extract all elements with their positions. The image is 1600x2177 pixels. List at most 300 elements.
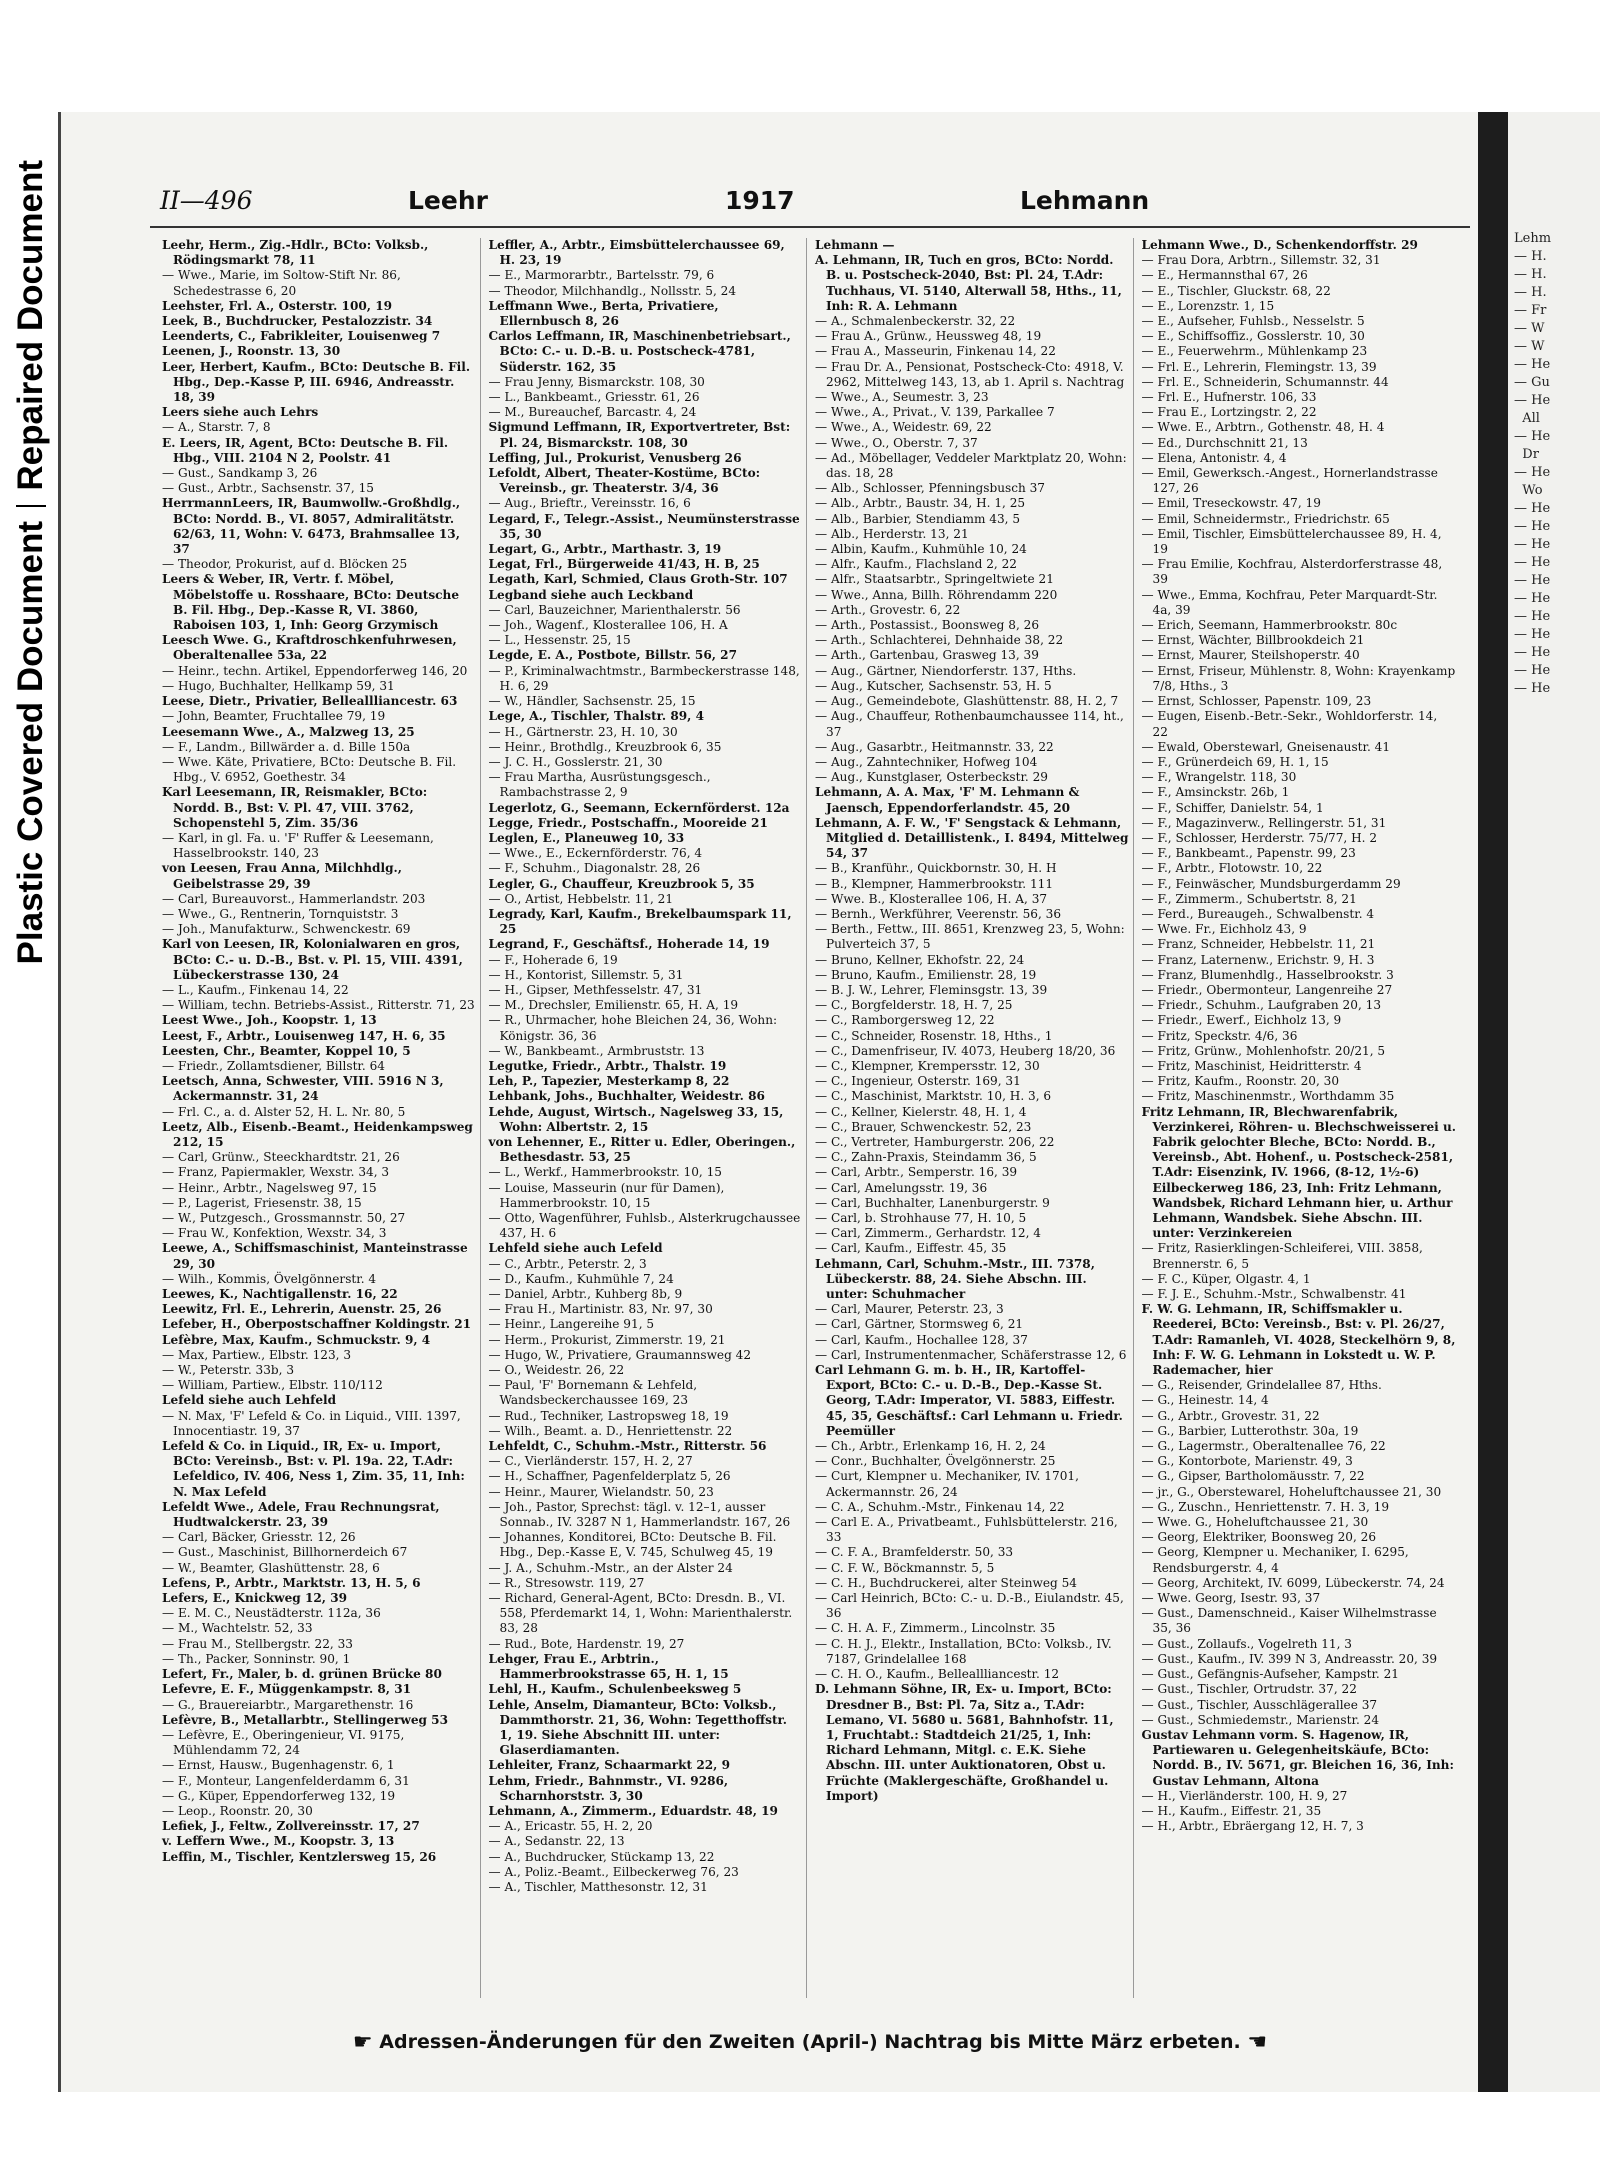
- directory-entry: — C., Damenfriseur, IV. 4073, Heuberg 18/20, 36: [815, 1043, 1116, 1058]
- header-left-word: Leehr: [408, 186, 488, 215]
- directory-entry: — Franz, Papiermakler, Wexstr. 34, 3: [162, 1165, 390, 1180]
- directory-entry: Leesemann Wwe., A., Malzweg 13, 25: [162, 724, 415, 739]
- directory-entry: — Ferd., Bureaugeh., Schwalbenstr. 4: [1141, 906, 1375, 921]
- directory-entry: — Carl, Buchhalter, Lanenburgerstr. 9: [815, 1195, 1050, 1210]
- directory-entry: — Max, Partiew., Elbstr. 123, 3: [162, 1347, 352, 1362]
- directory-entry: — P., Lagerist, Friesenstr. 38, 15: [162, 1195, 362, 1210]
- directory-entry: — B., Klempner, Hammerbrookstr. 111: [815, 876, 1054, 891]
- directory-entry: — E., Aufseher, Fuhlsb., Nesselstr. 5: [1141, 314, 1365, 329]
- directory-entry: — Heinr., techn. Artikel, Eppendorferweg 146, 20: [162, 663, 468, 678]
- directory-entry: — Carl, Amelungsstr. 19, 36: [815, 1180, 988, 1195]
- directory-entry: Lefers, E., Knickweg 12, 39: [162, 1591, 348, 1606]
- directory-entry: — Frau A., Grünw., Heussweg 48, 19: [815, 329, 1042, 344]
- directory-entry: — Ed., Durchschnitt 21, 13: [1141, 435, 1308, 450]
- directory-entry: Leffin, M., Tischler, Kentzlersweg 15, 26: [162, 1849, 437, 1864]
- directory-entry: — Erich, Seemann, Hammerbrookstr. 80c: [1141, 618, 1398, 633]
- directory-entry: — C. H., Buchdruckerei, alter Steinweg 54: [815, 1575, 1077, 1590]
- directory-entry: — William, techn. Betriebs-Assist., Ritterstr. 71, 23: [162, 998, 475, 1013]
- directory-entry: — Ewald, Oberstewarl, Gneisenaustr. 41: [1141, 739, 1391, 754]
- directory-entry: — Arth., Postassist., Boonsweg 8, 26: [815, 618, 1040, 633]
- directory-entry: — Frau H., Martinistr. 83, Nr. 97, 30: [488, 1302, 713, 1317]
- banner-top-text: Repaired Document: [11, 160, 50, 491]
- directory-entry: — Carl, Grünw., Steeckhardtstr. 21, 26: [162, 1150, 400, 1165]
- directory-entry: Lefens, P., Arbtr., Marktstr. 13, H. 5, 6: [162, 1575, 421, 1590]
- directory-entry: — C., Maschinist, Marktstr. 10, H. 3, 6: [815, 1089, 1052, 1104]
- directory-entry: — Wwe. Fr., Eichholz 43, 9: [1141, 922, 1307, 937]
- footer-text: Adressen-Änderungen für den Zweiten (April-) Nachtrag bis Mitte März erbeten.: [379, 2031, 1241, 2053]
- directory-entry: — Herm., Prokurist, Zimmerstr. 19, 21: [488, 1332, 726, 1347]
- directory-entry: — Wwe., A., Seumestr. 3, 23: [815, 390, 989, 405]
- directory-entry: — Berth., Fettw., III. 8651, Krenzweg 23, 5, Wohn: Pulverteich 37, 5: [815, 922, 1125, 952]
- directory-entry: — Wilh., Beamt. a. D., Henriettenstr. 22: [488, 1423, 733, 1438]
- directory-entry: — C., Zahn-Praxis, Steindamm 36, 5: [815, 1150, 1037, 1165]
- directory-entry: — J. A., Schuhm.-Mstr., an der Alster 24: [488, 1560, 733, 1575]
- directory-entry: Leffing, Jul., Prokurist, Venusberg 26: [488, 450, 742, 465]
- directory-entry: — Carl, Instrumentenmacher, Schäferstrasse 12, 6: [815, 1347, 1127, 1362]
- directory-entry: — G., Zuschn., Henriettenstr. 7. H. 3, 19: [1141, 1499, 1390, 1514]
- directory-entry: — Alb., Schlosser, Pfenningsbusch 37: [815, 481, 1046, 496]
- directory-entry: — Friedr., Ewerf., Eichholz 13, 9: [1141, 1013, 1342, 1028]
- directory-entry: Leese, Dietr., Privatier, Belleallliancestr. 63: [162, 694, 458, 709]
- directory-entry: Carlos Leffmann, IR, Maschinenbetriebsart., BCto: C.- u. D.-B. u. Postscheck-4781, Süderstr. 162, 35: [488, 329, 791, 374]
- directory-entry: — Frau Martha, Ausrüstungsgesch., Rambachstrasse 2, 9: [488, 770, 711, 800]
- directory-entry: — Carl, b. Strohhause 77, H. 10, 5: [815, 1211, 1027, 1225]
- directory-entry: Lehde, August, Wirtsch., Nagelsweg 33, 15, Wohn: Albertstr. 2, 15: [488, 1104, 784, 1134]
- directory-entry: — Wwe., O., Oberstr. 7, 37: [815, 435, 978, 450]
- directory-entry: — Bruno, Kaufm., Emilienstr. 28, 19: [815, 967, 1037, 982]
- directory-entry: — Arth., Grovestr. 6, 22: [815, 602, 961, 617]
- directory-entry: — Aug., Gasarbtr., Heitmannstr. 33, 22: [815, 739, 1054, 754]
- directory-entry: — M., Drechsler, Emilienstr. 65, H. A, 19: [488, 998, 739, 1013]
- directory-entry: — W., Bankbeamt., Armbruststr. 13: [488, 1043, 705, 1058]
- directory-entry: — E. M. C., Neustädterstr. 112a, 36: [162, 1606, 381, 1621]
- directory-entry: — C. H. O., Kaufm., Belleallliancestr. 12: [815, 1667, 1060, 1682]
- directory-entry: Leetsch, Anna, Schwester, VIII. 5916 N 3, Ackermannstr. 31, 24: [162, 1074, 444, 1104]
- directory-entry: Lehmann, A. A. Max, 'F' M. Lehmann & Jaensch, Eppendorferlandstr. 45, 20: [815, 785, 1080, 815]
- directory-entry: — Heinr., Langereihe 91, 5: [488, 1317, 655, 1332]
- directory-entry: — Carl, Bäcker, Griesstr. 12, 26: [162, 1530, 356, 1545]
- directory-entry: Leh, P., Tapezier, Mesterkamp 8, 22: [488, 1074, 730, 1089]
- directory-entry: — C., Arbtr., Peterstr. 2, 3: [488, 1256, 647, 1271]
- directory-entry: — E., Feuerwehrm., Mühlenkamp 23: [1141, 344, 1368, 359]
- directory-entry: Legerlotz, G., Seemann, Eckernförderst. 12a: [488, 800, 790, 815]
- directory-entry: — Georg, Klempner u. Mechaniker, I. 6295, Rendsburgerstr. 4, 4: [1141, 1545, 1409, 1575]
- directory-entry: — Carl, Kaufm., Eiffestr. 45, 35: [815, 1241, 1007, 1256]
- directory-entry: — Wwe., G., Rentnerin, Tornquiststr. 3: [162, 906, 399, 921]
- directory-entry: — Frau Jenny, Bismarckstr. 108, 30: [488, 374, 705, 389]
- directory-entry: — Carl E. A., Privatbeamt., Fuhlsbüttelerstr. 216, 33: [815, 1515, 1118, 1545]
- directory-entry: Lehl, H., Kaufm., Schulenbeeksweg 5: [488, 1682, 742, 1697]
- directory-entry: Legath, Karl, Schmied, Claus Groth-Str. 107: [488, 572, 788, 587]
- directory-entry: — C. F. A., Bramfelderstr. 50, 33: [815, 1545, 1014, 1560]
- directory-entry: Lefeber, H., Oberpostschaffner Koldingstr. 21: [162, 1317, 472, 1332]
- directory-entry: — C., Vierländerstr. 157, H. 2, 27: [488, 1454, 693, 1469]
- archive-banner: [0, 160, 62, 1280]
- directory-entry: — Joh., Pastor, Sprechst: tägl. v. 12–1, ausser Sonnab., IV. 3287 N 1, Hammerlandstr. 167, 26: [488, 1499, 791, 1530]
- directory-entry: Fritz Lehmann, IR, Blechwarenfabrik, Verzinkerei, Röhren- u. Blechschweisserei u. Fabrik gelochter Bleche, BCto: Nordd. B., Vereinsb., Abt. Hohenf., u. Postscheck-2581, T.Adr: Eisenzink, IV. 1966, (8-12, 1½-6) Eilbeckerweg 186, 23, Inh: Fritz Lehmann, Wandsbek, Richard Lehmann hier, u. Arthur Lehmann, Wandsbek. Siehe Abschn. III. unter: Verzinkereien: [1141, 1104, 1456, 1241]
- directory-entry: — Wwe., Emma, Kochfrau, Peter Marquardt-Str. 4a, 39: [1141, 587, 1438, 617]
- directory-entry: — G., Brauereiarbtr., Margarethenstr. 16: [162, 1697, 414, 1712]
- directory-entry: — Frl. C., a. d. Alster 52, H. L. Nr. 80, 5: [162, 1104, 406, 1119]
- directory-entry: Karl von Leesen, IR, Kolonialwaren en gros, BCto: C.- u. D.-B., Bst. v. Pl. 15, VIII. 4391, Lübeckerstrasse 130, 24: [162, 937, 463, 982]
- directory-entry: — Eugen, Eisenb.-Betr.-Sekr., Wohldorferstr. 14, 22: [1141, 709, 1438, 739]
- directory-entry: — A., Ericastr. 55, H. 2, 20: [488, 1819, 653, 1834]
- directory-entry: — H., Arbtr., Ebräergang 12, H. 7, 3: [1141, 1819, 1364, 1834]
- directory-entry: — Friedr., Zollamtsdiener, Billstr. 64: [162, 1058, 385, 1073]
- directory-entry: — Curt, Klempner u. Mechaniker, IV. 1701, Ackermannstr. 26, 24: [815, 1469, 1079, 1499]
- directory-entry: — Gust., Tischler, Ortrudstr. 37, 22: [1141, 1682, 1357, 1697]
- pointing-hand-icon: ☛: [352, 2030, 373, 2055]
- directory-entry: — jr., G., Oberstewarel, Hoheluftchaussee 21, 30: [1141, 1484, 1442, 1499]
- directory-entry: — Gust., Schmiedemstr., Marienstr. 24: [1141, 1712, 1380, 1727]
- directory-entry: — F., Feinwäscher, Mundsburgerdamm 29: [1141, 876, 1401, 891]
- directory-entry: — F., Schlosser, Herderstr. 75/77, H. 2: [1141, 830, 1378, 845]
- directory-entry: — Friedr., Schuhm., Laufgraben 20, 13: [1141, 998, 1382, 1013]
- directory-entry: — Alb., Herderstr. 13, 21: [815, 526, 969, 541]
- directory-entry: Leesten, Chr., Beamter, Koppel 10, 5: [162, 1043, 411, 1058]
- directory-entry: Legband siehe auch Leckband: [488, 587, 694, 602]
- directory-entry: — Carl, Bureauvorst., Hammerlandstr. 203: [162, 891, 426, 906]
- directory-entry: — Frl. E., Lehrerin, Flemingstr. 13, 39: [1141, 359, 1377, 374]
- directory-entry: — Georg, Architekt, IV. 6099, Lübeckerstr. 74, 24: [1141, 1575, 1445, 1590]
- directory-entry: — C., Klempner, Krempersstr. 12, 30: [815, 1058, 1040, 1073]
- directory-entry: von Leesen, Frau Anna, Milchhdlg., Geibelstrasse 29, 39: [162, 861, 402, 891]
- directory-entry: Leer, Herbert, Kaufm., BCto: Deutsche B. Fil. Hbg., Dep.-Kasse P, III. 6946, Andreasstr. 18, 39: [162, 359, 471, 405]
- directory-entry: — L., Werkf., Hammerbrookstr. 10, 15: [488, 1165, 723, 1180]
- directory-entry: — Carl, Kaufm., Hochallee 128, 37: [815, 1332, 1028, 1347]
- directory-entry: Leesch Wwe. G., Kraftdroschkenfuhrwesen, Oberaltenallee 53a, 22: [162, 633, 457, 663]
- directory-entry: Lefiek, J., Feltw., Zollvereinsstr. 17, 27: [162, 1819, 420, 1834]
- directory-entry: — F., Schuhm., Diagonalstr. 28, 26: [488, 861, 701, 876]
- directory-entry: — Fritz, Speckstr. 4/6, 36: [1141, 1028, 1298, 1043]
- directory-entry: — Heinr., Maurer, Wielandstr. 50, 23: [488, 1484, 714, 1499]
- directory-entry: — Wilh., Kommis, Övelgönnerstr. 4: [162, 1271, 377, 1286]
- directory-entry: — A., Buchdrucker, Stückamp 13, 22: [488, 1849, 715, 1864]
- directory-entry: Leewe, A., Schiffsmaschinist, Manteinstrasse 29, 30: [162, 1241, 468, 1271]
- directory-entry: F. W. G. Lehmann, IR, Schiffsmakler u. Reederei, BCto: Vereinsb., Bst: v. Pl. 26/27, T.Adr: Ramanleh, VI. 4028, Steckelhörn 9, 8, Inh: F. W. G. Lehmann in Lokstedt u. W. P. Rademacher, hier: [1141, 1302, 1456, 1378]
- directory-entry: — Franz, Blumenhdlg., Hasselbrookstr. 3: [1141, 967, 1394, 982]
- directory-entry: — Ad., Möbellager, Veddeler Marktplatz 20, Wohn: das. 18, 28: [815, 450, 1127, 481]
- directory-entry: Lehle, Anselm, Diamanteur, BCto: Volksb., Dammthorstr. 21, 36, Wohn: Tegetthoffstr. 1, 19. Siehe Abschnitt III. unter: Glaserdiamanten.: [488, 1697, 788, 1758]
- directory-entry: — Theodor, Prokurist, auf d. Blöcken 25: [162, 557, 408, 572]
- directory-entry: — H., Vierländerstr. 100, H. 9, 27: [1141, 1788, 1348, 1803]
- directory-entry: — C., Ingenieur, Osterstr. 169, 31: [815, 1074, 1021, 1089]
- footer-notice: [150, 2030, 1470, 2055]
- directory-entry: — Emil, Tischler, Eimsbüttelerchaussee 89, H. 4, 19: [1141, 526, 1442, 557]
- directory-entry: — Carl, Zimmerm., Gerhardstr. 12, 4: [815, 1226, 1041, 1241]
- directory-entry: Legrady, Karl, Kaufm., Brekelbaumspark 11, 25: [488, 906, 792, 937]
- directory-entry: Lehmann Wwe., D., Schenkendorffstr. 29: [1141, 238, 1418, 252]
- directory-entry: Lefert, Fr., Maler, b. d. grünen Brücke 80: [162, 1667, 442, 1682]
- directory-entry: — E., Schiffsoffiz., Gosslerstr. 10, 30: [1141, 329, 1365, 344]
- directory-entry: — Aug., Kunstglaser, Osterbeckstr. 29: [815, 770, 1048, 785]
- directory-entry: — F., Hoherade 6, 19: [488, 952, 618, 967]
- directory-entry: — Ernst, Maurer, Steilshoperstr. 40: [1141, 648, 1360, 663]
- directory-entry: — Hugo, Buchhalter, Hellkamp 59, 31: [162, 678, 395, 693]
- directory-entry: — A., Tischler, Matthesonstr. 12, 31: [488, 1879, 708, 1894]
- directory-entry: — F., Wrangelstr. 118, 30: [1141, 770, 1297, 785]
- directory-entry: Lehmann, A. F. W., 'F' Sengstack & Lehmann, Mitglied d. Detaillistenk., I. 8494, Mittelweg 54, 37: [815, 815, 1129, 861]
- directory-entry: — Gust., Arbtr., Sachsenstr. 37, 15: [162, 481, 374, 496]
- directory-entry: — M., Wachtelstr. 52, 33: [162, 1621, 313, 1636]
- directory-entry: — G., Kontorbote, Marienstr. 49, 3: [1141, 1454, 1353, 1469]
- directory-entry: — Th., Packer, Sonninstr. 90, 1: [162, 1651, 351, 1666]
- directory-entry: — Aug., Kutscher, Sachsenstr. 53, H. 5: [815, 678, 1052, 693]
- directory-entry: — F., Amsinckstr. 26b, 1: [1141, 785, 1290, 800]
- header-year: 1917: [725, 186, 795, 215]
- directory-entry: Leers & Weber, IR, Vertr. f. Möbel, Möbelstoffe u. Rosshaare, BCto: Deutsche B. Fil. Hbg., Dep.-Kasse R, VI. 3860, Raboisen 103, 1, Inh: Georg Grzymisch: [162, 572, 460, 633]
- directory-entry: Leehr, Herm., Zig.-Hdlr., BCto: Volksb., Rödingsmarkt 78, 11: [162, 238, 429, 268]
- directory-column-3: [813, 238, 1134, 1998]
- directory-entry: — Fritz, Kaufm., Roonstr. 20, 30: [1141, 1074, 1340, 1089]
- directory-entry: — G., Küper, Eppendorferweg 132, 19: [162, 1788, 396, 1803]
- directory-entry: Sigmund Leffmann, IR, Exportvertreter, Bst: Pl. 24, Bismarckstr. 108, 30: [488, 420, 791, 450]
- directory-entry: — G., Heinestr. 14, 4: [1141, 1393, 1269, 1408]
- directory-entry: von Lehenner, E., Ritter u. Edler, Oberingen., Bethesdastr. 53, 25: [488, 1134, 796, 1165]
- directory-entry: D. Lehmann Söhne, IR, Ex- u. Import, BCto: Dresdner B., Bst: Pl. 7a, Sitz a., T.Adr: Lemano, VI. 5680 u. 5681, Bahnhofstr. 11, 1, Fruchtabt.: Stadtdeich 21/25, 1, Inh: Richard Lehmann, Mitgl. c. E.K. Siehe Abschn. III. unter Auktionatoren, Obst u. Früchte (Maklergeschäfte, Großhandel u. Import): [815, 1682, 1114, 1803]
- directory-entry: — Frl. E., Schneiderin, Schumannstr. 44: [1141, 374, 1389, 389]
- directory-column-2: [487, 238, 808, 1998]
- directory-entry: — P., Kriminalwachtmstr., Barmbeckerstrasse 148, H. 6, 29: [488, 663, 800, 693]
- directory-entry: — C., Brauer, Schwenckestr. 52, 23: [815, 1119, 1032, 1134]
- directory-entry: — C. H. J., Elektr., Installation, BCto: Volksb., IV. 7187, Grindelallee 168: [815, 1636, 1112, 1666]
- directory-entry: — H., Gärtnerstr. 23, H. 10, 30: [488, 724, 678, 739]
- directory-entry: — O., Weidestr. 26, 22: [488, 1363, 625, 1378]
- directory-entry: Legart, G., Arbtr., Marthastr. 3, 19: [488, 542, 722, 557]
- directory-entry: Leffmann Wwe., Berta, Privatiere, Ellernbusch 8, 26: [488, 298, 719, 329]
- directory-entry: Lefèbre, Max, Kaufm., Schmuckstr. 9, 4: [162, 1332, 431, 1347]
- directory-entry: — Elena, Antonistr. 4, 4: [1141, 450, 1287, 465]
- directory-entry: — Alb., Barbier, Stendiamm 43, 5: [815, 511, 1021, 526]
- directory-entry: Lege, A., Tischler, Thalstr. 89, 4: [488, 709, 705, 724]
- page-header: [160, 186, 1440, 226]
- directory-entry: HerrmannLeers, IR, Baumwollw.-Großhdlg., BCto: Nordd. B., VI. 8057, Admiralitätstr. 62/63, 11, Wohn: V. 6473, Brahmsallee 13, 37: [162, 496, 461, 557]
- directory-column-1: [160, 238, 481, 1998]
- directory-entry: — G., Arbtr., Grovestr. 31, 22: [1141, 1408, 1320, 1423]
- next-page-text: Lehm — H. — H. — H. — Fr — W — W — He — Gu — He All — He Dr — He Wo — He — He — He — He — He — He — He — He — He — He — He: [1514, 231, 1552, 696]
- directory-entry: — Bruno, Kellner, Ekhofstr. 22, 24: [815, 952, 1025, 967]
- directory-entry: — Joh., Manufakturw., Schwenckestr. 69: [162, 922, 411, 937]
- directory-entry: — A., Starstr. 7, 8: [162, 420, 271, 435]
- directory-entry: — Johannes, Konditorei, BCto: Deutsche B. Fil. Hbg., Dep.-Kasse E, V. 745, Schulweg 45, 19: [488, 1530, 777, 1560]
- directory-entry: Leewes, K., Nachtigallenstr. 16, 22: [162, 1287, 398, 1302]
- directory-entry: — A., Sedanstr. 22, 13: [488, 1834, 625, 1849]
- directory-entry: Lehger, Frau E., Arbtrin., Hammerbrookstrasse 65, H. 1, 15: [488, 1651, 729, 1682]
- directory-entry: v. Leffern Wwe., M., Koopstr. 3, 13: [162, 1834, 395, 1849]
- directory-entry: — Wwe., E., Eckernförderstr. 76, 4: [488, 846, 703, 861]
- directory-entry: Lehmann, A., Zimmerm., Eduardstr. 48, 19: [488, 1803, 778, 1818]
- directory-entry: — Bernh., Werkführer, Veerenstr. 56, 36: [815, 906, 1062, 921]
- directory-entry: Lefevre, E. F., Müggenkampstr. 8, 31: [162, 1682, 412, 1697]
- directory-entry: — Heinr., Brothdlg., Kreuzbrook 6, 35: [488, 739, 722, 754]
- directory-entry: — F. J. E., Schuhm.-Mstr., Schwalbenstr. 41: [1141, 1287, 1407, 1302]
- directory-entry: — C., Vertreter, Hamburgerstr. 206, 22: [815, 1134, 1055, 1149]
- directory-entry: — Wwe. B., Klosterallee 106, H. A, 37: [815, 891, 1048, 906]
- directory-entry: Leenen, J., Roonstr. 13, 30: [162, 344, 341, 359]
- directory-entry: Legde, E. A., Postbote, Billstr. 56, 27: [488, 648, 737, 663]
- directory-entry: — Alfr., Kaufm., Flachsland 2, 22: [815, 557, 1017, 572]
- directory-entry: — Gust., Maschinist, Billhornerdeich 67: [162, 1545, 408, 1560]
- directory-entry: — L., Kaufm., Finkenau 14, 22: [162, 982, 349, 997]
- directory-entry: Lehfeldt, C., Schuhm.-Mstr., Ritterstr. 56: [488, 1439, 767, 1454]
- directory-entry: — Aug., Chauffeur, Rothenbaumchaussee 114, ht., 37: [815, 709, 1124, 739]
- directory-entry: — L., Hessenstr. 25, 15: [488, 633, 631, 648]
- directory-entry: Lehfeld siehe auch Lefeld: [488, 1241, 663, 1256]
- directory-entry: — Frau E., Lortzingstr. 2, 22: [1141, 405, 1317, 420]
- directory-entry: — F., Zimmerm., Schubertstr. 8, 21: [1141, 891, 1357, 906]
- directory-entry: — W., Händler, Sachsenstr. 25, 15: [488, 694, 696, 709]
- directory-entry: E. Leers, IR, Agent, BCto: Deutsche B. Fil. Hbg., VIII. 2104 N 2, Poolstr. 41: [162, 435, 449, 465]
- directory-entry: — G., Gipser, Bartholomäusstr. 7, 22: [1141, 1469, 1365, 1484]
- directory-entry: — Franz, Schneider, Hebbelstr. 11, 21: [1141, 937, 1376, 952]
- directory-entry: — Aug., Brieftr., Vereinsstr. 16, 6: [488, 496, 691, 511]
- page-gutter: [1478, 112, 1508, 2092]
- directory-entry: Legutke, Friedr., Arbtr., Thalstr. 19: [488, 1058, 727, 1073]
- directory-entry: — Wwe. Käte, Privatiere, BCto: Deutsche B. Fil. Hbg., V. 6952, Goethestr. 34: [162, 754, 457, 785]
- directory-entry: Legrand, F., Geschäftsf., Hoherade 14, 19: [488, 937, 770, 952]
- directory-entry: Lehm, Friedr., Bahnmstr., VI. 9286, Scharnhorststr. 3, 30: [488, 1773, 729, 1803]
- directory-entry: — Emil, Treseckowstr. 47, 19: [1141, 496, 1321, 511]
- directory-entry: — Joh., Wagenf., Klosterallee 106, H. A: [488, 618, 728, 633]
- header-rule: [150, 226, 1470, 228]
- directory-entry: — Ch., Arbtr., Erlenkamp 16, H. 2, 24: [815, 1439, 1046, 1454]
- directory-entry: — F., Landm., Billwärder a. d. Bille 150a: [162, 739, 411, 754]
- directory-entry: — G., Lagermstr., Oberaltenallee 76, 22: [1141, 1439, 1386, 1454]
- directory-entry: — C., Schneider, Rosenstr. 18, Hths., 1: [815, 1028, 1053, 1043]
- directory-entry: — Aug., Gemeindebote, Glashüttenstr. 88, H. 2, 7: [815, 694, 1119, 709]
- directory-entry: — Paul, 'F' Bornemann & Lehfeld, Wandsbeckerchaussee 169, 23: [488, 1378, 698, 1408]
- directory-entry: — Theodor, Milchhandlg., Nollsstr. 5, 24: [488, 283, 737, 298]
- directory-entry: — Alfr., Staatsarbtr., Springeltwiete 21: [815, 572, 1054, 587]
- directory-entry: Lehmann, Carl, Schuhm.-Mstr., III. 7378, Lübeckerstr. 88, 24. Siehe Abschn. III. unter: Schuhmacher: [815, 1256, 1095, 1302]
- directory-entry: — Louise, Masseurin (nur für Damen), Hammerbrookstr. 10, 15: [488, 1180, 725, 1210]
- directory-entry: Lehmann —: [815, 238, 895, 252]
- directory-entry: — L., Bankbeamt., Griesstr. 61, 26: [488, 390, 700, 405]
- page-number: II—496: [160, 186, 253, 215]
- directory-entry: — Wwe. G., Hoheluftchaussee 21, 30: [1141, 1515, 1369, 1530]
- directory-entry: — C. H. A. F., Zimmerm., Lincolnstr. 35: [815, 1621, 1056, 1636]
- directory-entry: — F., Magazinverw., Rellingerstr. 51, 31: [1141, 815, 1387, 830]
- directory-entry: — Carl Heinrich, BCto: C.- u. D.-B., Eiulandstr. 45, 36: [815, 1591, 1124, 1621]
- pointing-hand-icon-right: ☚: [1247, 2030, 1268, 2055]
- directory-entry: Leglen, E., Planeuweg 10, 33: [488, 830, 685, 845]
- directory-entry: Leers siehe auch Lehrs: [162, 405, 319, 420]
- directory-entry: — C. A., Schuhm.-Mstr., Finkenau 14, 22: [815, 1499, 1065, 1514]
- directory-entry: — F. C., Küper, Olgastr. 4, 1: [1141, 1271, 1311, 1286]
- directory-entry: — Heinr., Arbtr., Nagelsweg 97, 15: [162, 1180, 377, 1195]
- directory-entry: — H., Schaffner, Pagenfelderplatz 5, 26: [488, 1469, 731, 1484]
- directory-entry: Gustav Lehmann vorm. S. Hagenow, IR, Partiewaren u. Gelegenheitskäufe, BCto: Nordd. B., IV. 5671, gr. Bleichen 16, 36, Inh: Gustav Lehmann, Altona: [1141, 1727, 1454, 1788]
- directory-entry: — Carl, Gärtner, Stormsweg 6, 21: [815, 1317, 1024, 1332]
- directory-entry: — Hugo, W., Privatiere, Graumannsweg 42: [488, 1347, 752, 1362]
- directory-entry: — Rud., Techniker, Lastropsweg 18, 19: [488, 1408, 729, 1423]
- directory-entry: — Wwe. Georg, Isestr. 93, 37: [1141, 1591, 1321, 1606]
- directory-entry: — Fritz, Grünw., Mohlenhofstr. 20/21, 5: [1141, 1043, 1386, 1058]
- directory-entry: — Friedr., Obermonteur, Langenreihe 27: [1141, 982, 1393, 997]
- directory-entry: — W., Beamter, Glashüttenstr. 28, 6: [162, 1560, 380, 1575]
- directory-entry: — B. J. W., Lehrer, Fleminsgstr. 13, 39: [815, 982, 1048, 997]
- directory-entry: — Aug., Zahntechniker, Hofweg 104: [815, 754, 1038, 769]
- directory-entry: — E., Hermannsthal 67, 26: [1141, 268, 1308, 283]
- directory-entry: — Emil, Schneidermstr., Friedrichstr. 65: [1141, 511, 1390, 526]
- directory-entry: — G., Reisender, Grindelallee 87, Hths.: [1141, 1378, 1382, 1393]
- directory-entry: — Fritz, Rasierklingen-Schleiferei, VIII. 3858, Brennerstr. 6, 5: [1141, 1241, 1423, 1271]
- directory-entry: — H., Kontorist, Sillemstr. 5, 31: [488, 967, 684, 982]
- directory-column-4: [1140, 238, 1461, 1998]
- directory-entry: — Gust., Damenschneid., Kaiser Wilhelmstrasse 35, 36: [1141, 1606, 1437, 1636]
- directory-entry: — N. Max, 'F' Lefeld & Co. in Liquid., VIII. 1397, Innocentiastr. 19, 37: [162, 1408, 461, 1438]
- directory-entry: Lefeldt Wwe., Adele, Frau Rechnungsrat, Hudtwalckerstr. 23, 39: [162, 1499, 440, 1530]
- banner-divider: [16, 505, 46, 507]
- directory-entry: — E., Lorenzstr. 1, 15: [1141, 298, 1275, 313]
- directory-entry: — F., Arbtr., Flotowstr. 10, 22: [1141, 861, 1323, 876]
- directory-entry: — F., Grünerdeich 69, H. 1, 15: [1141, 754, 1329, 769]
- directory-entry: — Wwe., A., Weidestr. 69, 22: [815, 420, 992, 435]
- directory-entry: — Conr., Buchhalter, Övelgönnerstr. 25: [815, 1454, 1056, 1469]
- directory-entry: — Gust., Gefängnis-Aufseher, Kampstr. 21: [1141, 1667, 1399, 1682]
- directory-entry: Lefeld & Co. in Liquid., IR, Ex- u. Import, BCto: Vereinsb., Bst: v. Pl. 19a. 22, T.Adr: Lefeldico, IV. 406, Ness 1, Zim. 35, 11, Inh: N. Max Lefeld: [162, 1439, 465, 1499]
- directory-entry: — W., Putzgesch., Grossmannstr. 50, 27: [162, 1211, 406, 1225]
- directory-entry: — Gust., Sandkamp 3, 26: [162, 466, 318, 481]
- directory-entry: — C., Kellner, Kielerstr. 48, H. 1, 4: [815, 1104, 1027, 1119]
- directory-entry: — Frau W., Konfektion, Wexstr. 34, 3: [162, 1226, 387, 1241]
- directory-entry: Legge, Friedr., Postschaffn., Mooreide 21: [488, 815, 768, 830]
- directory-entry: — Frau Dr. A., Pensionat, Postscheck-Cto: 4918, V. 2962, Mittelweg 143, 13, ab 1. April s. Nachtrag: [815, 359, 1125, 389]
- directory-entry: — Wwe., Marie, im Soltow-Stift Nr. 86, Schedestrasse 6, 20: [162, 268, 401, 298]
- directory-entry: — R., Uhrmacher, hohe Bleichen 24, 36, Wohn: Königstr. 36, 36: [488, 1013, 778, 1043]
- directory-entry: — F., Schiffer, Danielstr. 54, 1: [1141, 800, 1324, 815]
- directory-entry: — Leop., Roonstr. 20, 30: [162, 1803, 313, 1818]
- directory-entry: — Rud., Bote, Hardenstr. 19, 27: [488, 1636, 685, 1651]
- directory-entry: — Ernst, Wächter, Billbrookdeich 21: [1141, 633, 1365, 648]
- directory-entry: Leffler, A., Arbtr., Eimsbüttelerchaussee 69, H. 23, 19: [488, 238, 785, 268]
- directory-entry: Legard, F., Telegr.-Assist., Neumünsterstrasse 35, 30: [488, 511, 800, 541]
- directory-entry: — R., Stresowstr. 119, 27: [488, 1575, 645, 1590]
- directory-entry: Lefoldt, Albert, Theater-Kostüme, BCto: Vereinsb., gr. Theaterstr. 3/4, 36: [488, 466, 761, 496]
- directory-entry: — Carl, Arbtr., Semperstr. 16, 39: [815, 1165, 1018, 1180]
- directory-entry: — C., Ramborgersweg 12, 22: [815, 1013, 995, 1028]
- directory-entry: — Richard, General-Agent, BCto: Dresdn. B., VI. 558, Pferdemarkt 14, 1, Wohn: Marienthalerstr. 83, 28: [488, 1591, 793, 1636]
- directory-entry: — Wwe., Anna, Billh. Röhrendamm 220: [815, 587, 1058, 602]
- directory-entry: A. Lehmann, IR, Tuch en gros, BCto: Nordd. B. u. Postscheck-2040, Bst: Pl. 24, T.Adr: Tuchhaus, VI. 5140, Alterwall 58, Hths., 11, Inh: R. A. Lehmann: [815, 253, 1122, 313]
- directory-entry: — D., Kaufm., Kuhmühle 7, 24: [488, 1271, 674, 1286]
- directory-entry: — Emil, Gewerksch.-Angest., Hornerlandstrasse 127, 26: [1141, 466, 1438, 496]
- header-right-word: Lehmann: [1020, 186, 1150, 215]
- directory-entry: Leetz, Alb., Eisenb.-Beamt., Heidenkampsweg 212, 15: [162, 1119, 473, 1149]
- directory-entry: — Otto, Wagenführer, Fuhlsb., Alsterkrugchaussee 437, H. 6: [488, 1211, 801, 1241]
- directory-entry: — Karl, in gl. Fa. u. 'F' Ruffer & Leesemann, Hasselbrookstr. 140, 23: [162, 830, 434, 861]
- directory-entry: — John, Beamter, Fruchtallee 79, 19: [162, 709, 386, 724]
- directory-entry: — E., Marmorarbtr., Bartelsstr. 79, 6: [488, 268, 715, 283]
- directory-entry: — William, Partiew., Elbstr. 110/112: [162, 1378, 383, 1393]
- directory-entry: Lehleiter, Franz, Schaarmarkt 22, 9: [488, 1758, 731, 1773]
- directory-entry: — Arth., Schlachterei, Dehnhaide 38, 22: [815, 633, 1064, 648]
- directory-entry: — H., Kaufm., Eiffestr. 21, 35: [1141, 1803, 1322, 1818]
- directory-entry: Leest Wwe., Joh., Koopstr. 1, 13: [162, 1013, 377, 1028]
- directory-entry: — B., Kranführ., Quickbornstr. 30, H. H: [815, 861, 1057, 876]
- directory-entry: — Frau Emilie, Kochfrau, Alsterdorferstrasse 48, 39: [1141, 557, 1443, 587]
- directory-entry: — F., Bankbeamt., Papenstr. 99, 23: [1141, 846, 1356, 861]
- directory-entry: — Frl. E., Hufnerstr. 106, 33: [1141, 390, 1317, 405]
- directory-entry: — W., Peterstr. 33b, 3: [162, 1363, 295, 1378]
- directory-entry: — Carl, Bauzeichner, Marienthalerstr. 56: [488, 602, 741, 617]
- directory-entry: — Lefèvre, E., Oberingenieur, VI. 9175, Mühlendamm 72, 24: [162, 1727, 405, 1758]
- directory-entry: — Gust., Tischler, Ausschlägerallee 37: [1141, 1697, 1378, 1712]
- directory-entry: Lefeld siehe auch Lehfeld: [162, 1393, 337, 1408]
- directory-entry: — Alb., Arbtr., Baustr. 34, H. 1, 25: [815, 496, 1026, 511]
- directory-entry: Legat, Frl., Bürgerweide 41/43, H. B, 25: [488, 557, 760, 572]
- directory-entry: — M., Bureauchef, Barcastr. 4, 24: [488, 405, 697, 420]
